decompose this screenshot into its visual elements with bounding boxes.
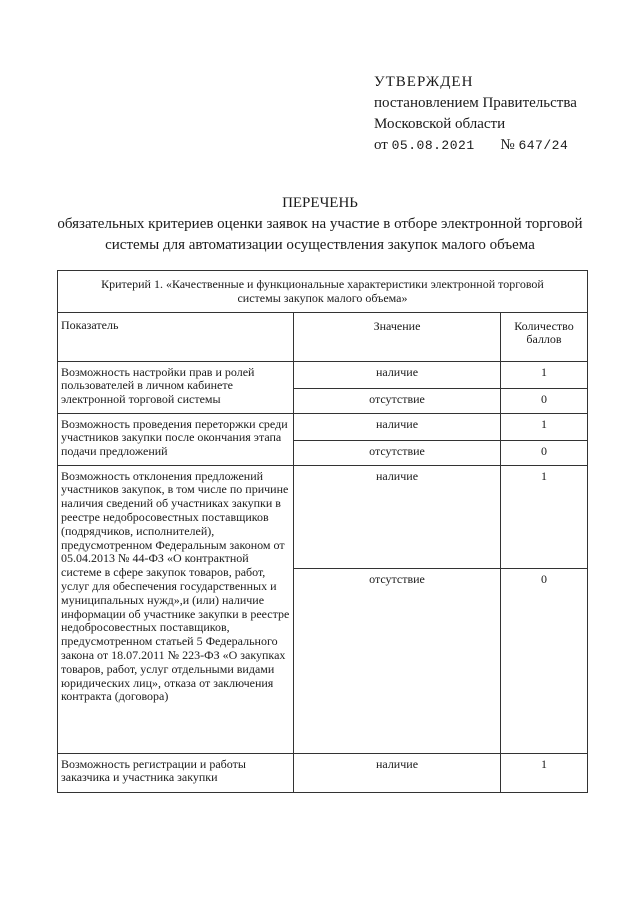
table-row — [58, 465, 588, 568]
value-cell: наличие — [294, 361, 501, 388]
approval-line-1: постановлением Правительства — [374, 95, 577, 111]
indicator-cell: Возможность настройки прав и ролей пользователей в личном кабинете электронной торговой системы — [58, 361, 294, 413]
approval-number: 647/24 — [518, 138, 569, 153]
points-cell: 0 — [501, 388, 588, 413]
document-subtitle-line-1: обязательных критериев оценки заявок на участие в отборе электронной торговой — [57, 216, 583, 232]
indicator-cell: Возможность отклонения предложений участников закупок, в том числе по причине наличия сведений об участниках закупки в реестре недобросовестных поставщиков (подрядчиков, исполнителей), предусмотренном Федеральным законом от 05.04.2013 № 44-ФЗ «О контрактной системе в сфере закупок товаров, работ, услуг для обеспечения государственных и муниципальных нужд»,и (или) наличие информации об участнике закупки в реестре недобросовестных поставщиков, предусмотренном статьей 5 Федерального закона от 18.07.2011 № 223-ФЗ «О закупках товаров, работ, услуг отдельными видами юридических лиц», отказа от заключения контракта (договора) — [58, 465, 294, 753]
approval-date: 05.08.2021 — [391, 138, 475, 153]
col-header-points: Количество баллов — [501, 312, 588, 361]
table-row — [58, 361, 588, 388]
points-cell: 1 — [501, 413, 588, 440]
table-row — [58, 413, 588, 440]
date-prefix: от — [374, 137, 388, 153]
value-cell: наличие — [294, 465, 501, 568]
points-cell: 0 — [501, 440, 588, 465]
value-cell: наличие — [294, 413, 501, 440]
points-cell: 1 — [501, 465, 588, 568]
document-heading — [40, 193, 600, 256]
points-cell: 1 — [501, 753, 588, 792]
table-row — [58, 753, 588, 792]
indicator-cell: Возможность регистрации и работы заказчика и участника закупки — [58, 753, 294, 792]
value-cell: отсутствие — [294, 568, 501, 753]
points-cell: 1 — [501, 361, 588, 388]
col-header-value: Значение — [294, 312, 501, 361]
criteria-table — [57, 270, 588, 793]
criterion-title: Критерий 1. «Качественные и функциональные характеристики электронной торговой системы закупок малого объема» — [58, 271, 588, 313]
column-header-row — [58, 312, 588, 361]
approval-line-2: Московской области — [374, 116, 506, 132]
points-cell: 0 — [501, 568, 588, 753]
value-cell: отсутствие — [294, 388, 501, 413]
criterion-row — [58, 271, 588, 313]
number-prefix: № — [500, 137, 515, 153]
approval-title: УТВЕРЖДЕН — [374, 74, 474, 90]
document-title: ПЕРЕЧЕНЬ — [282, 195, 358, 211]
approval-block — [374, 72, 577, 156]
value-cell: наличие — [294, 753, 501, 792]
col-header-indicator: Показатель — [58, 312, 294, 361]
document-subtitle-line-2: системы для автоматизации осуществления закупок малого объема — [105, 237, 535, 253]
value-cell: отсутствие — [294, 440, 501, 465]
approval-date-line — [374, 135, 577, 156]
indicator-cell: Возможность проведения переторжки среди участников закупки после окончания этапа подачи предложений — [58, 413, 294, 465]
